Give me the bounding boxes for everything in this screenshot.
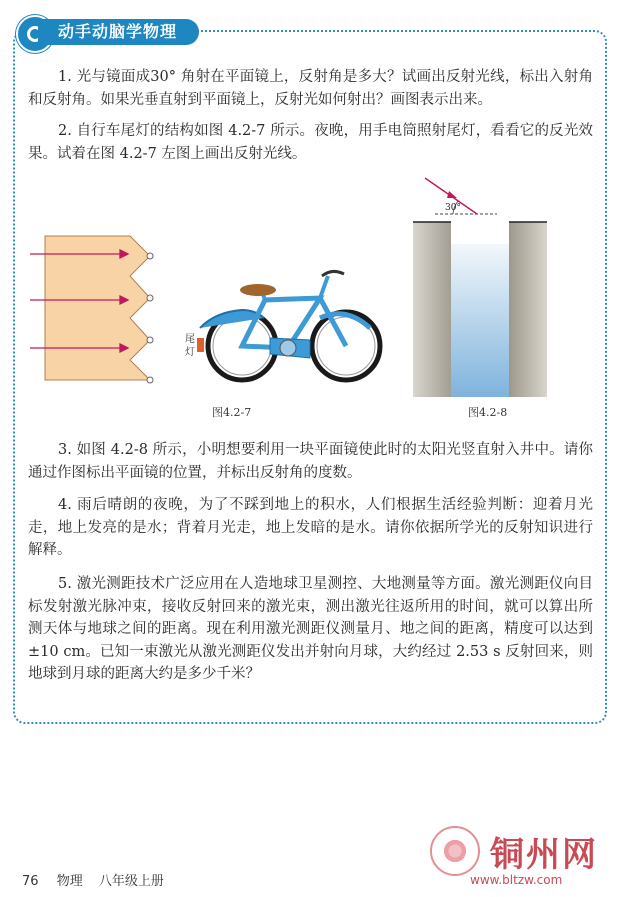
- well-right-wall: [509, 222, 547, 397]
- taillight-label-1: 尾: [185, 334, 195, 345]
- question-1: 1. 光与镜面成30° 角射在平面镜上，反射角是多大？试画出反射光线，标出入射角和反射角。如果光垂直射到平面镜上，反射光如何射出？画图表示出来。: [28, 69, 593, 108]
- watermark-name: 铜州网: [490, 835, 598, 875]
- watermark-url: www.bltzw.com: [470, 873, 563, 887]
- section-title: 动手动脑学物理: [38, 19, 199, 45]
- angle-label: 30°: [445, 203, 461, 213]
- book-label: 八年级上册: [98, 874, 164, 889]
- well-left-wall: [413, 222, 451, 397]
- figure-4-2-7-caption: 图4.2-7: [212, 406, 252, 419]
- taillight-marker: [197, 338, 204, 352]
- subject-label: 物理: [56, 874, 83, 889]
- question-5: 5. 激光测距技术广泛应用在人造地球卫星测控、大地测量等方面。激光测距仪向目标发射激光脉冲束，接收反射回来的激光束，测出激光往返所用的时间，就可以算出所测天体与地球之间的距离。现在利用激光测距仪测量月、地之间的距离，精度可以达到 ±10 cm。已知一束激光从激光测距仪发出并射向月球，大约经过 2.53 s 反射回来，则地球到月球的距离大约是多少千米？: [28, 576, 593, 682]
- sunlight-arrow-icon: [447, 191, 457, 198]
- question-2: 2. 自行车尾灯的结构如图 4.2-7 所示。夜晚，用手电筒照射尾灯，看看它的反光效果。试着在图 4.2-7 左图上画出反射光线。: [28, 123, 593, 162]
- figure-4-2-7: [20, 228, 400, 398]
- figure-4-2-8: [405, 172, 555, 404]
- page-number: 76: [22, 874, 39, 889]
- figure-4-2-8-caption: 图4.2-8: [468, 406, 508, 419]
- question-3: 3. 如图 4.2-8 所示，小明想要利用一块平面镜使此时的太阳光竖直射入井中。请你通过作图标出平面镜的位置，并标出反射角的度数。: [28, 442, 593, 481]
- page-footer: [22, 870, 164, 889]
- watermark-logo-icon: [430, 826, 480, 876]
- taillight-label-2: 灯: [185, 347, 195, 358]
- well-shaft: [451, 244, 509, 397]
- bicycle-illustration: [200, 271, 380, 380]
- taillight-reflector: [45, 236, 153, 383]
- question-4: 4. 雨后晴朗的夜晚，为了不踩到地上的积水，人们根据生活经验判断：迎着月光走，地上发亮的是水；背着月光走，地上发暗的是水。请你依据所学光的反射知识进行解释。: [28, 497, 593, 558]
